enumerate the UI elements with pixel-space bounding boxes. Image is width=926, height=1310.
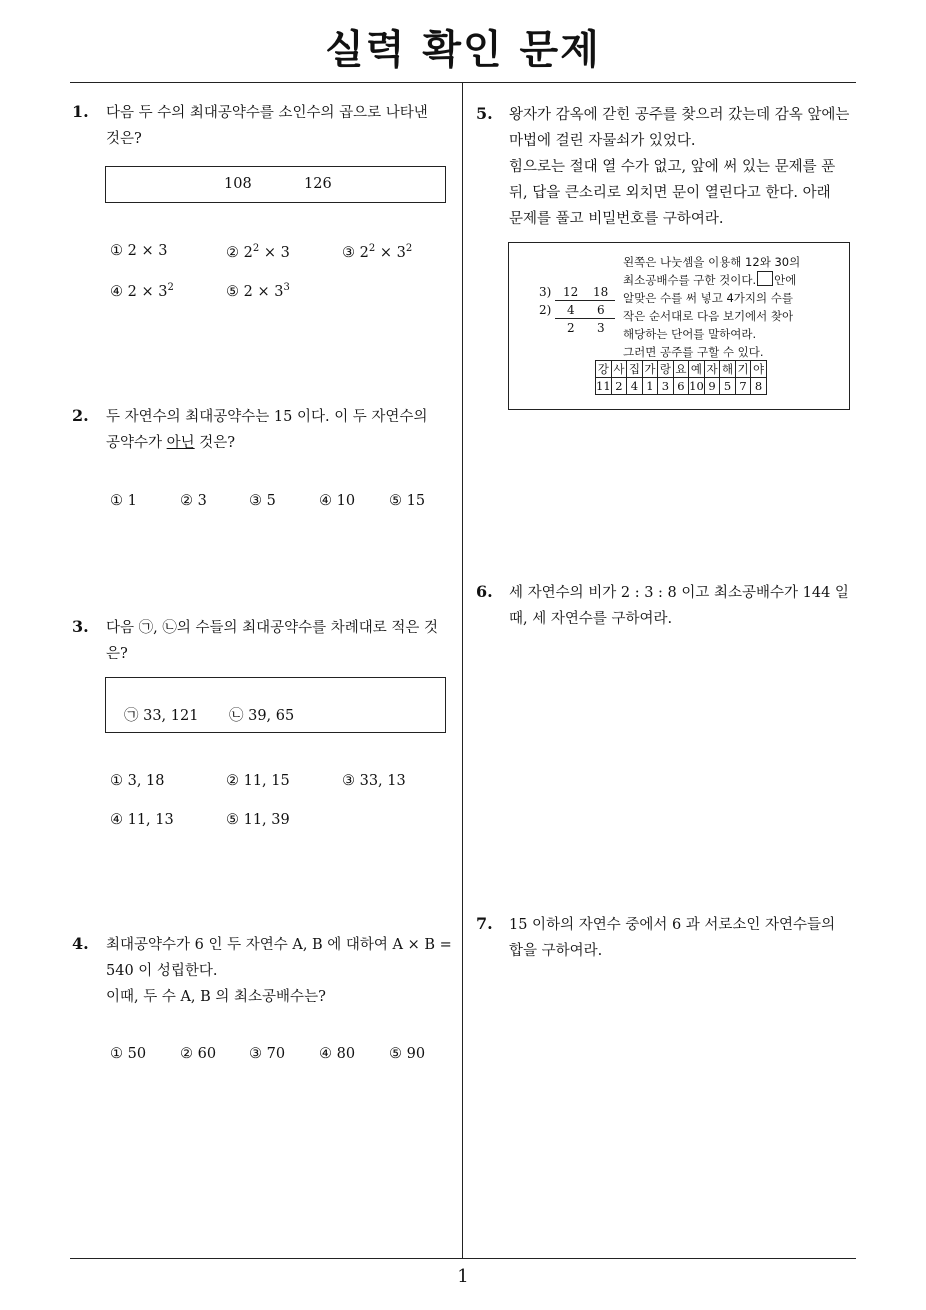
blank-box <box>757 271 773 286</box>
choice-2[interactable]: ② 3 <box>180 493 207 509</box>
question-line: 공약수가 아닌 것은? <box>106 435 236 451</box>
page-number: 1 <box>457 1266 469 1287</box>
question-number: 2. <box>72 406 89 425</box>
question-line: 마법에 걸린 자물쇠가 있었다. <box>509 133 696 149</box>
given-set: ㉡ 39, 65 <box>229 708 295 724</box>
choice-3[interactable]: ③ $2^2 \times 3^2$ <box>342 243 413 261</box>
emphasis-underline: 아닌 <box>166 435 195 451</box>
bottom-rule <box>70 1258 856 1259</box>
question-line: 합을 구하여라. <box>509 943 603 959</box>
question-text <box>509 102 859 232</box>
question-line: 때, 세 자연수를 구하여라. <box>509 611 673 627</box>
choice-5[interactable]: ⑤ 11, 39 <box>226 812 290 828</box>
word-row: 강 사 집 가 랑 요 예 자 해 기 야 <box>596 361 767 378</box>
choice-5[interactable]: ⑤ 90 <box>389 1046 426 1062</box>
choice-3[interactable]: ③ 70 <box>249 1046 286 1062</box>
choice-1[interactable]: ① 2 × 3 <box>110 243 168 259</box>
puzzle-box <box>508 242 850 410</box>
question-number: 7. <box>476 914 493 933</box>
question-line: 문제를 풀고 비밀번호를 구하여라. <box>509 211 724 227</box>
choice-2[interactable]: ② 60 <box>180 1046 217 1062</box>
choice-5[interactable]: ⑤ $2 \times 3^3$ <box>226 282 290 300</box>
choice-2[interactable]: ② 11, 15 <box>226 773 290 789</box>
division-ladder: 3) 12 18 2) 4 6 2 3 <box>539 283 619 343</box>
question-line: 15 이하의 자연수 중에서 6 과 서로소인 자연수들의 <box>509 917 836 933</box>
question-line: 힘으로는 절대 열 수가 없고, 앞에 써 있는 문제를 푼 <box>509 159 836 175</box>
question-line: 이때, 두 수 A, B 의 최소공배수는? <box>106 989 326 1005</box>
question-line: 뒤, 답을 큰소리로 외치면 문이 열린다고 한다. 아래 <box>509 185 831 201</box>
top-rule <box>70 82 856 83</box>
question-line: 540 이 성립한다. <box>106 963 218 979</box>
question-text <box>106 615 458 667</box>
choice-4[interactable]: ④ 11, 13 <box>110 812 174 828</box>
question-line: 세 자연수의 비가 2 : 3 : 8 이고 최소공배수가 144 일 <box>509 585 849 601</box>
given-box <box>105 166 446 203</box>
puzzle-description: 왼쪽은 나눗셈을 이용해 12와 30의 최소공배수를 구한 것이다. 안에 알맞은 수를 써 넣고 4가지의 수를 작은 순서대로 다음 보기에서 찾아 해당하는 단어를 말하여라. 그러면 공주를 구할 수 있다. <box>623 255 801 359</box>
code-table <box>595 360 767 395</box>
question-number: 6. <box>476 582 493 601</box>
question-line: 은? <box>106 646 128 662</box>
question-text <box>106 404 456 456</box>
question-line: 최대공약수가 6 인 두 자연수 A, B 에 대하여 A × B = <box>106 937 452 953</box>
question-text <box>509 912 861 964</box>
choice-1[interactable]: ① 1 <box>110 493 137 509</box>
column-divider <box>462 82 463 1258</box>
question-number: 5. <box>476 104 493 123</box>
question-text <box>106 932 458 1010</box>
given-number: 126 <box>304 176 332 192</box>
given-number: 108 <box>224 176 252 192</box>
question-line: 다음 두 수의 최대공약수를 소인수의 곱으로 나타낸 <box>106 105 428 121</box>
question-number: 1. <box>72 102 89 121</box>
question-number: 4. <box>72 934 89 953</box>
number-row: 11 2 4 1 3 6 10 9 5 7 8 <box>596 378 767 395</box>
given-box <box>105 677 446 733</box>
choice-5[interactable]: ⑤ 15 <box>389 493 426 509</box>
choice-2[interactable]: ② $2^2 \times 3$ <box>226 243 290 261</box>
question-text <box>509 580 861 632</box>
question-line: 왕자가 감옥에 갇힌 공주를 찾으러 갔는데 감옥 앞에는 <box>509 107 850 123</box>
page-title: 실력 확인 문제 <box>325 27 601 73</box>
choice-1[interactable]: ① 50 <box>110 1046 147 1062</box>
question-line: 두 자연수의 최대공약수는 15 이다. 이 두 자연수의 <box>106 409 428 425</box>
question-number: 3. <box>72 617 89 636</box>
question-line: 것은? <box>106 131 142 147</box>
choice-3[interactable]: ③ 5 <box>249 493 276 509</box>
question-text <box>106 100 456 152</box>
choice-4[interactable]: ④ 10 <box>319 493 356 509</box>
choice-1[interactable]: ① 3, 18 <box>110 773 165 789</box>
choice-3[interactable]: ③ 33, 13 <box>342 773 406 789</box>
choice-4[interactable]: ④ 80 <box>319 1046 356 1062</box>
question-line: 다음 ㉠, ㉡의 수들의 최대공약수를 차례대로 적은 것 <box>106 620 439 636</box>
choice-4[interactable]: ④ $2 \times 3^2$ <box>110 282 174 300</box>
given-set: ㉠ 33, 121 <box>124 708 199 724</box>
